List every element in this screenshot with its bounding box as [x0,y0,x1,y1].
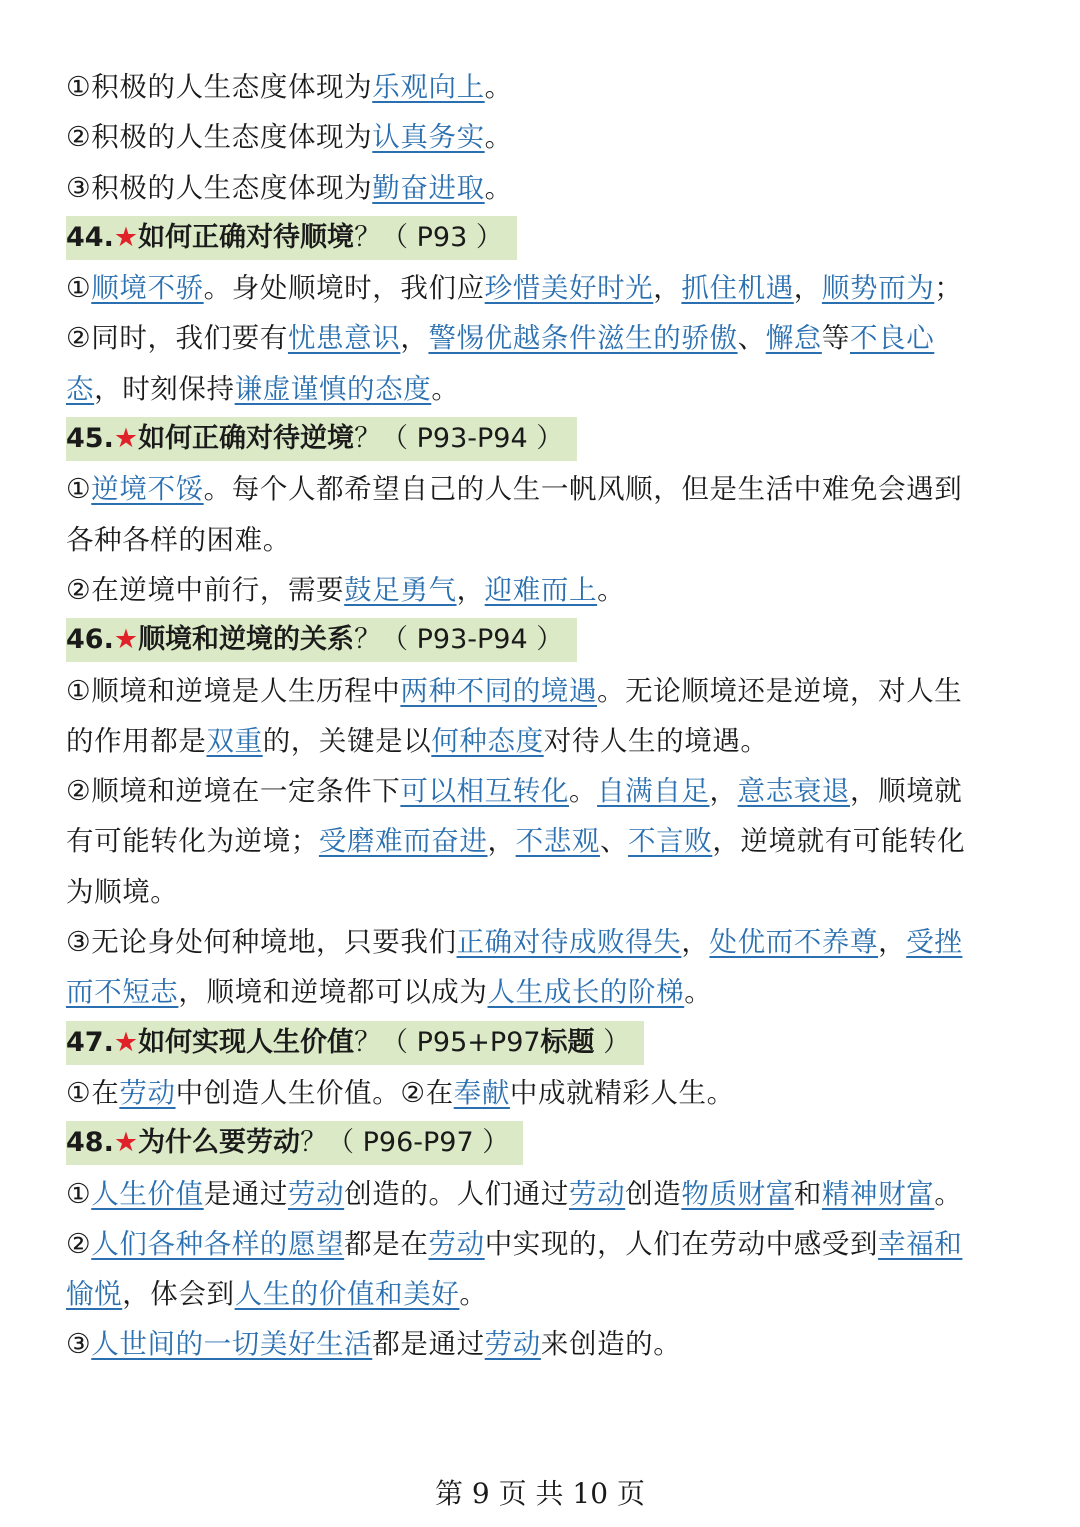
line-text: ① [66,473,92,506]
key-term: 人生价值 [91,1177,204,1210]
question-number: 44. [66,222,114,254]
question-heading [66,414,1006,464]
line-text: 创造 [625,1177,682,1210]
key-term: 可以相互转化 [400,775,569,808]
key-term: 迎难而上 [484,573,598,606]
question-highlight [66,1121,523,1165]
key-term: 劳动 [287,1177,345,1210]
line-text: ， [487,825,516,858]
line-text: ① [66,1177,92,1210]
line-text: 对待人生的境遇。 [543,724,769,757]
key-term: 幸福和 [878,1227,963,1260]
key-term: 鼓足勇气 [344,573,457,606]
key-term: 不言败 [628,825,713,858]
line-text: ②顺境和逆境在一定条件下 [66,775,401,808]
question-number: 46. [66,624,114,656]
question-title: 如何正确对待顺境 [138,222,355,254]
line-text: 。每个人都希望自己的人生一帆风顺，但是生活中难免会遇到 [203,473,963,506]
line-text: 。 [484,71,513,103]
page-reference: ？（ P96-P97 ） [300,1127,510,1159]
text-line [66,816,1006,866]
line-text: 。 [934,1177,963,1210]
line-text: ③ [66,1328,92,1361]
line-text: 中创造人生价值。②在 [175,1076,454,1109]
line-text: ，顺境就 [850,775,963,808]
line-text: 。 [684,976,713,1009]
line-text: ，时刻保持 [94,372,235,405]
line-text: 有可能转化为逆境； [66,825,319,858]
line-text: 等 [821,322,850,355]
key-term: 劳动 [119,1076,176,1109]
key-term: 正确对待成败得失 [456,926,682,959]
key-term: 认真务实 [372,121,485,154]
key-term: 精神财富 [821,1177,935,1210]
line-text: ， [709,775,738,808]
key-term: 勤奋进取 [372,171,485,204]
key-term: 人生的价值和美好 [234,1278,460,1311]
page-reference: ？（ P93-P94 ） [354,624,564,656]
text-line [66,565,1006,615]
page-reference: ？（ P95+P97 [354,1026,541,1058]
question-title: 如何正确对待逆境 [138,423,355,455]
line-text: ③无论身处何种境地，只要我们 [66,926,457,959]
line-text: ； [934,272,963,305]
question-highlight [66,1021,644,1065]
star-icon: ★ [113,1127,139,1159]
key-term: 物质财富 [681,1177,794,1210]
line-text: ， [878,926,907,959]
line-text: 中成就精彩人生。 [509,1076,735,1109]
text-line [66,364,1006,414]
line-text: ② [66,1227,92,1260]
line-text: 是通过 [203,1177,288,1210]
key-term: 态 [66,372,95,405]
text-line [66,867,1006,917]
line-text: ③积极的人生态度体现为 [66,171,373,204]
text-line [66,464,1006,514]
question-title: 如何实现人生价值 [138,1026,355,1058]
key-term: 顺境不骄 [91,272,204,305]
line-text: ① [66,272,92,305]
line-text: 、 [599,825,629,858]
text-line [66,1169,1006,1219]
question-title: 顺境和逆境的关系 [138,624,355,656]
key-term: 处优而不养尊 [709,926,879,959]
question-heading [66,1118,1006,1168]
key-term: 何种态度 [431,724,544,757]
line-text: 。 [484,121,513,154]
key-term: 逆境不馁 [91,473,204,506]
line-text: ， [400,322,429,355]
line-text: ， [456,573,485,606]
line-text: 中实现的，人们在劳动中感受到 [484,1227,879,1260]
line-text: 都是通过 [372,1328,485,1361]
line-text: ①顺境和逆境是人生历程中 [66,674,401,707]
key-term: 而不短志 [66,976,179,1009]
text-line [66,967,1006,1017]
text-line [66,716,1006,766]
key-term: 不悲观 [515,825,600,858]
key-term: 劳动 [484,1328,541,1361]
line-text: 来创造的。 [540,1328,682,1361]
key-term: 谦虚谨慎的态度 [234,372,432,405]
key-term: 人们各种各样的愿望 [91,1227,345,1260]
key-term: 抓住机遇 [681,272,794,305]
question-highlight [66,618,577,662]
line-text: ①在 [66,1076,120,1109]
line-text: 的作用都是 [66,724,207,757]
text-line [66,1068,1006,1118]
text-line [66,313,1006,363]
key-term: 自满自足 [597,775,710,808]
key-term: 双重 [206,724,263,757]
key-term: 劳动 [428,1227,485,1260]
key-term: 意志衰退 [737,775,850,808]
key-term: 不良心 [850,322,935,355]
text-line [66,766,1006,816]
key-term: 劳动 [569,1177,626,1210]
question-number: 48. [66,1127,114,1159]
key-term: 警惕优越条件滋生的骄傲 [428,322,738,355]
line-text: 。 [597,573,626,606]
text-line [66,1319,1006,1369]
line-text: 的，关键是以 [262,724,432,757]
text-line [66,163,1006,213]
star-icon: ★ [113,624,139,656]
question-heading [66,615,1006,665]
line-text: ，顺境和逆境都可以成为 [178,976,488,1009]
key-term: 受挫 [906,926,963,959]
line-text: 。 [568,775,598,808]
line-text: 和 [793,1177,822,1210]
page-footer: 第 9 页 共 10 页 [435,1477,645,1510]
line-text: 、 [737,322,766,355]
question-title: 为什么要劳动 [138,1127,301,1159]
page-reference-note: 标题 [540,1026,595,1058]
line-text: ②同时，我们要有 [66,322,288,355]
text-line [66,1269,1006,1319]
key-term: 奉献 [453,1076,510,1109]
line-text: 各种各样的困难。 [66,523,291,556]
key-term: 珍惜美好时光 [484,272,654,305]
key-term: 人生成长的阶梯 [487,976,685,1009]
text-line [66,112,1006,162]
text-line [66,666,1006,716]
line-text: 为顺境。 [66,875,179,908]
line-text: ①积极的人生态度体现为 [66,71,373,103]
page-reference: ？（ P93-P94 ） [354,423,564,455]
line-text: 。 [431,372,460,405]
text-line [66,263,1006,313]
star-icon: ★ [113,1026,139,1058]
question-highlight [66,417,577,461]
question-number: 45. [66,423,114,455]
text-line [66,62,1006,112]
line-text: ②积极的人生态度体现为 [66,121,373,154]
line-text: 。身处顺境时，我们应 [203,272,485,305]
line-text: ， [653,272,682,305]
key-term: 愉悦 [66,1278,123,1311]
key-term: 乐观向上 [372,71,485,103]
page-reference-close: ） [594,1026,631,1058]
line-text: ②在逆境中前行，需要 [66,573,345,606]
question-heading [66,213,1006,263]
line-text: ， [681,926,710,959]
line-text: 创造的。人们通过 [344,1177,569,1210]
text-line [66,515,1006,565]
key-term: 人世间的一切美好生活 [91,1328,373,1361]
line-text: ， [793,272,822,305]
key-term: 懈怠 [765,322,822,355]
question-number: 47. [66,1026,114,1058]
line-text: 。 [459,1278,488,1311]
key-term: 忧患意识 [287,322,401,355]
question-highlight [66,216,517,260]
line-text: ，逆境就有可能转化 [712,825,966,858]
line-text: 都是在 [344,1227,429,1260]
document-body [66,62,1006,1370]
key-term: 两种不同的境遇 [400,674,598,707]
line-text: ，体会到 [122,1278,235,1311]
line-text: 。无论顺境还是逆境，对人生 [597,674,963,707]
line-text: 。 [484,171,513,204]
question-heading [66,1018,1006,1068]
key-term: 受磨难而奋进 [318,825,488,858]
star-icon: ★ [113,423,139,455]
star-icon: ★ [113,222,139,254]
page-reference: ？（ P93 ） [354,222,503,254]
text-line [66,1219,1006,1269]
key-term: 顺势而为 [821,272,935,305]
text-line [66,917,1006,967]
